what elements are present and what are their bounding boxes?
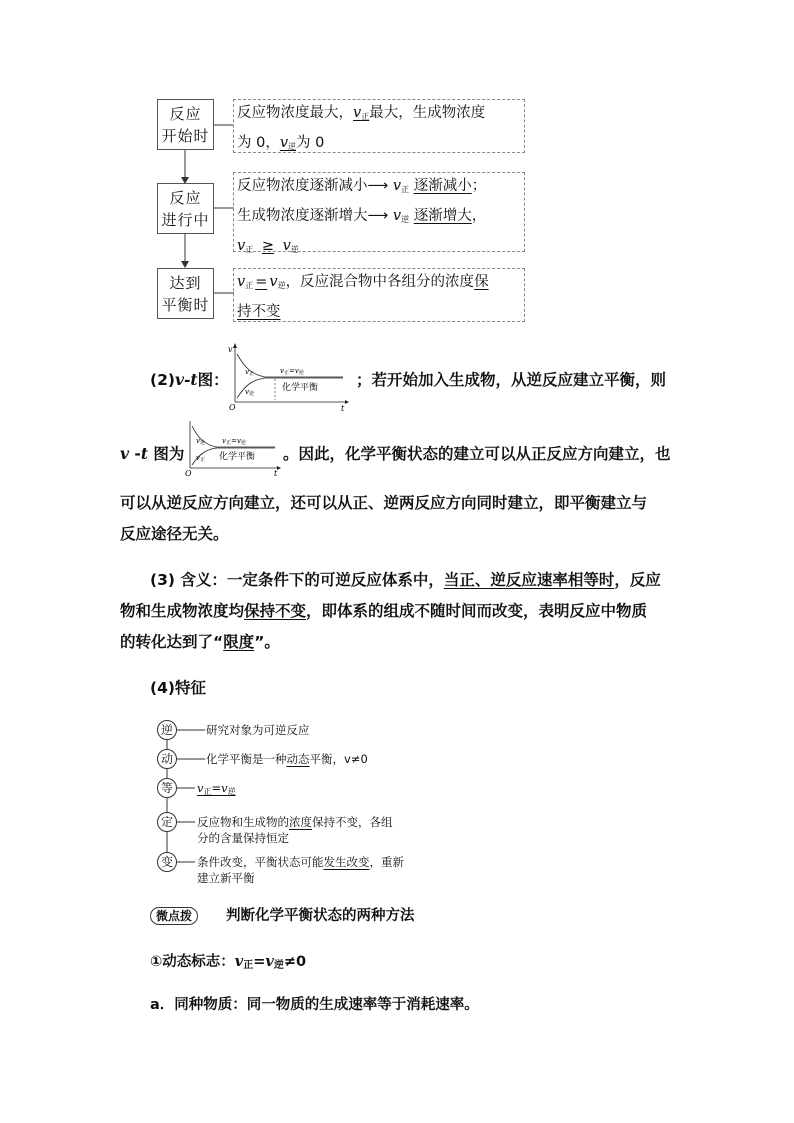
feature-text-deng: $v_正=v_逆$ <box>197 781 236 796</box>
feature-char-ni: 逆 <box>157 720 177 740</box>
flow-step-label: 开始时 <box>161 127 210 145</box>
flow-step-label: 进行中 <box>161 211 210 229</box>
section3-line2: 物和生成物浓度均保持不变，即体系的组成不随时间而改变，表明反应中物质 <box>120 602 648 620</box>
section4-title: (4)特征 <box>150 679 206 697</box>
svg-text:化学平衡: 化学平衡 <box>219 452 256 462</box>
tip-line2: a．同种物质：同一物质的生成速率等于消耗速率。 <box>150 997 479 1013</box>
origin-label: O <box>229 403 236 412</box>
section3-line1: (3) 含义：一定条件下的可逆反应体系中，当正、逆反应速率相等时，反应 <box>150 571 661 589</box>
tip-badge: 微点拨 <box>150 907 198 925</box>
flow-desc-progress: 反应物浓度逐渐减小⟶ $v_正$ 逐渐减小； 生成物浓度逐渐增大⟶ $v_逆$ 逐渐增大， $v_正 \ge v_逆$ <box>233 172 525 252</box>
flow-step-label: 平衡时 <box>161 296 210 314</box>
curve-label-ni: v逆 <box>245 388 254 397</box>
svg-text:v正=v逆: v正=v逆 <box>222 437 246 446</box>
flow-step-label: 达到 <box>169 274 202 292</box>
axis-label-v: v <box>228 345 233 354</box>
feature-text-bian: 条件改变，平衡状态可能发生改变，重新 建立新平衡 <box>197 855 404 885</box>
feature-char-ding: 定 <box>157 812 177 832</box>
feature-char-dong: 动 <box>157 749 177 769</box>
feature-char-bian: 变 <box>157 852 177 872</box>
section2-line4: 反应途径无关。 <box>120 525 229 543</box>
svg-text:O: O <box>185 469 192 478</box>
svg-text:t: t <box>274 469 278 478</box>
svg-text:v正: v正 <box>196 454 205 463</box>
feature-text-dong: 化学平衡是一种动态平衡，v≠0 <box>206 752 368 766</box>
feature-char-deng: 等 <box>157 778 177 798</box>
tip-line1: ①动态标志：$v_正=v_逆\ne 0$ <box>150 953 307 971</box>
axis-label-t: t <box>341 404 345 412</box>
flow-step-label: 反应 <box>169 105 202 123</box>
feature-text-ni: 研究对象为可逆反应 <box>206 723 310 737</box>
curve-label-zheng: v正 <box>245 368 254 377</box>
svg-text:v逆: v逆 <box>196 437 205 446</box>
flow-desc-start: 反应物浓度最大，$v_正$最大，生成物浓度 为 0，$v_逆$为 0 <box>233 99 525 153</box>
vt-graph-reverse <box>182 418 282 478</box>
flow-connectors <box>150 95 240 325</box>
section2-line2-post: 。因此，化学平衡状态的建立可以从正反应方向建立，也 <box>283 445 671 463</box>
section3-line3: 的转化达到了“限度”。 <box>120 633 280 651</box>
feature-text-ding: 反应物和生成物的浓度保持不变，各组 分的含量保持恒定 <box>197 815 393 845</box>
vt-graph-forward <box>225 342 350 412</box>
flow-step-label: 反应 <box>169 189 202 207</box>
section2-line3: 可以从逆反应方向建立，还可以从正、逆两反应方向同时建立，即平衡建立与 <box>120 494 648 512</box>
section2-line1: ；若开始加入生成物，从逆反应建立平衡，则 <box>356 371 667 389</box>
section2-heading: (2)v-t图： <box>150 370 229 389</box>
equal-label: v正=v逆 <box>280 367 304 376</box>
section2-line2-pre: v -t 图为 <box>120 444 185 463</box>
equilibrium-label: 化学平衡 <box>282 383 319 393</box>
tip-title: 判断化学平衡状态的两种方法 <box>226 908 415 924</box>
flow-desc-equilibrium: $v_正 = v_逆$，反应混合物中各组分的浓度保 持不变 <box>233 268 525 322</box>
